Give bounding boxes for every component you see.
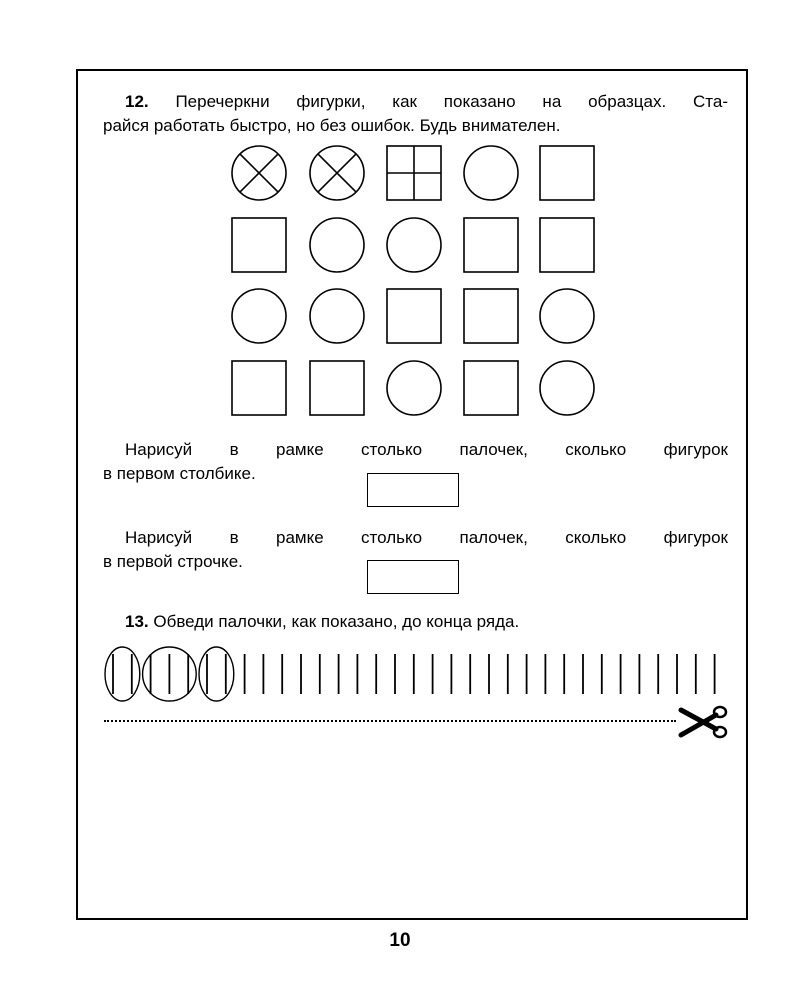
page-number: 10	[389, 930, 411, 951]
sample-oval-3	[199, 647, 234, 701]
task12-line2: райся работать быстро, но без ошибок. Будь внимателен.	[103, 116, 561, 135]
cut-line	[104, 700, 744, 750]
question1-line2: в первом столбике.	[103, 464, 256, 483]
task12-text-line1: Перечеркни фигурки, как показано на образцах. Ста-	[175, 92, 728, 111]
scissors-icon	[678, 702, 730, 742]
question2-line1: Нарисуй в рамке столько палочек, сколько фигурок	[125, 528, 728, 547]
task13-text: Обведи палочки, как показано, до конца ряда.	[153, 612, 520, 631]
question1-line1: Нарисуй в рамке столько палочек, сколько фигурок	[125, 440, 728, 459]
sample-oval-1	[105, 647, 140, 701]
question2-line2: в первой строчке.	[103, 552, 243, 571]
task12-number: 12.	[125, 92, 149, 111]
task13-number: 13.	[125, 612, 149, 631]
dotted-cut-line	[104, 720, 676, 722]
